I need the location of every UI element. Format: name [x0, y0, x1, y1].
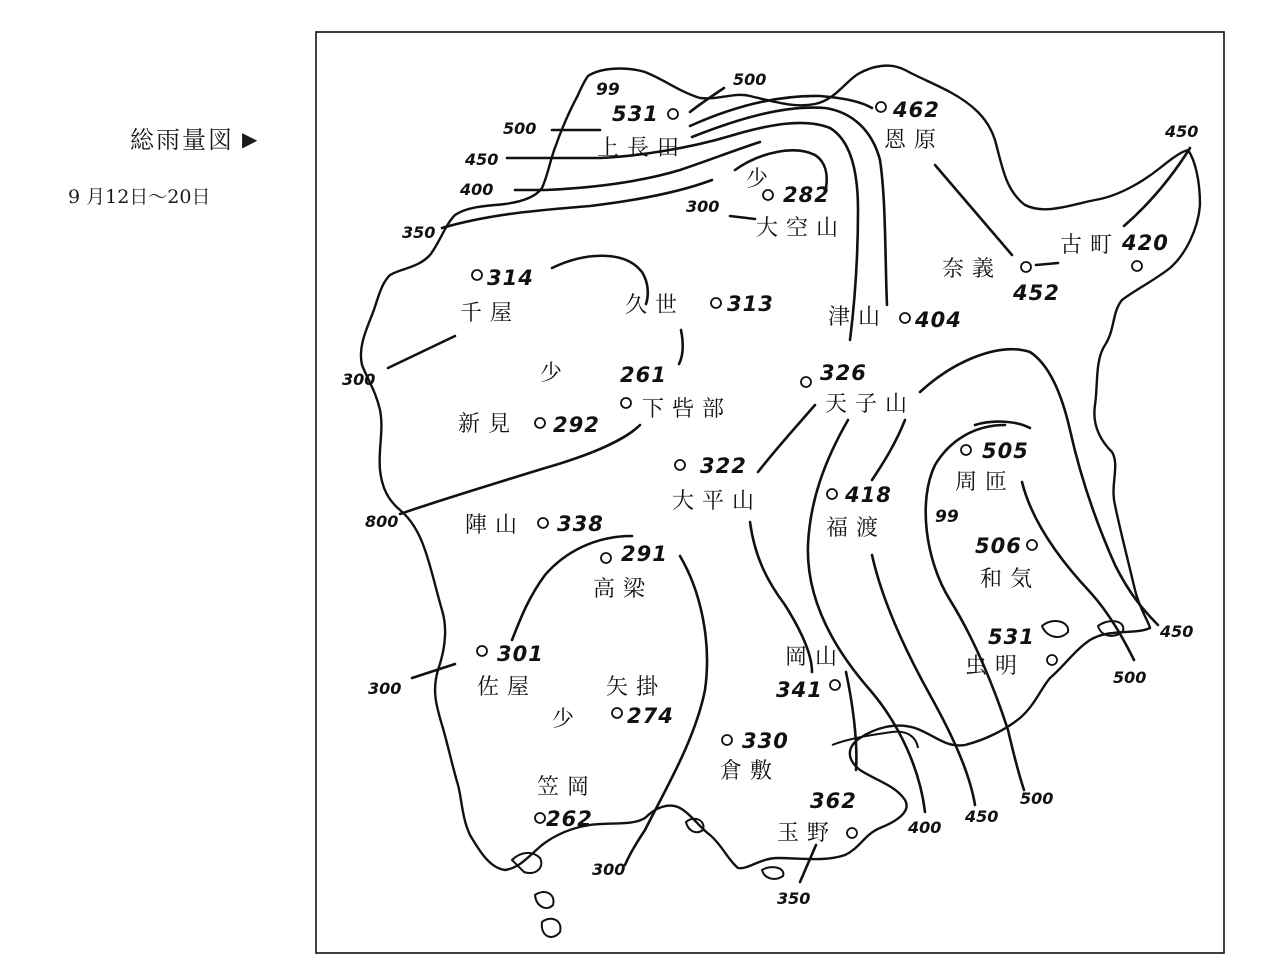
station-name-kaminagata: 上長田	[597, 136, 688, 161]
isohyet-line	[412, 664, 455, 678]
isohyet-label: 450	[965, 807, 999, 826]
isohyet-line	[690, 88, 724, 112]
station-name-jinyama: 陣山	[465, 513, 526, 538]
station-marker	[1021, 262, 1031, 272]
station-name-chiya: 千屋	[460, 301, 521, 326]
station-marker	[535, 418, 545, 428]
station-marker	[612, 708, 622, 718]
station-value-onbara: 462	[893, 98, 940, 122]
station-value-susai: 505	[982, 439, 1029, 463]
region-mark-low: 少	[552, 707, 575, 732]
station-marker	[847, 828, 857, 838]
isohyet-line	[872, 420, 905, 480]
station-value-ozorayama: 282	[783, 183, 830, 207]
station-name-furumachi: 古町	[1060, 233, 1121, 258]
station-value-yakage: 274	[627, 704, 674, 728]
island	[1042, 621, 1068, 637]
station-name-saya: 佐屋	[477, 675, 538, 700]
station-value-tamano: 362	[810, 789, 857, 813]
station-name-niimi: 新見	[458, 412, 519, 437]
station-marker	[961, 445, 971, 455]
station-value-chiya: 314	[487, 266, 534, 290]
right-triangle-icon: ▶	[242, 127, 260, 151]
isohyet-line	[1124, 148, 1190, 226]
station-name-ozorayama: 大空山	[756, 216, 847, 241]
station-name-kurashiki: 倉敷	[720, 759, 781, 784]
isohyet-line	[800, 845, 816, 882]
isohyet-line	[808, 420, 925, 812]
isohyet-label: 300	[342, 370, 376, 389]
station-name-tsuyama: 津山	[828, 305, 889, 330]
station-marker	[900, 313, 910, 323]
station-name-shimoazae: 下呰部	[642, 397, 733, 422]
isohyet-label: 500	[1113, 668, 1147, 687]
station-value-saya: 301	[497, 642, 544, 666]
isohyet-line	[872, 555, 975, 805]
isohyet-label: 500	[1020, 789, 1054, 808]
region-mark-high: 99	[935, 507, 959, 527]
isohyet-label: 800	[365, 512, 399, 531]
station-marker	[535, 813, 545, 823]
station-value-wake: 506	[975, 534, 1022, 558]
station-value-shimoazae: 261	[620, 363, 667, 387]
region-mark-high: 99	[596, 80, 620, 100]
station-marker	[827, 489, 837, 499]
isohyet-label: 300	[368, 679, 402, 698]
region-mark-low: 少	[540, 361, 563, 386]
isohyet-label: 450	[1165, 122, 1199, 141]
island	[542, 919, 561, 937]
station-name-fukuwatari: 福渡	[826, 516, 887, 541]
station-marker	[1047, 655, 1057, 665]
station-marker	[711, 298, 721, 308]
station-marker	[1027, 540, 1037, 550]
station-name-susai: 周匝	[955, 470, 1016, 495]
station-value-fukuwatari: 418	[845, 483, 892, 507]
station-marker	[668, 109, 678, 119]
station-marker	[722, 735, 732, 745]
isohyet-label: 350	[402, 223, 436, 242]
station-value-tsuyama: 404	[915, 308, 962, 332]
isohyet-label: 350	[777, 889, 811, 908]
station-name-tamano: 玉野	[777, 821, 838, 846]
station-name-kuse: 久世	[625, 293, 686, 318]
island	[535, 892, 554, 908]
station-marker	[1132, 261, 1142, 271]
station-marker	[675, 460, 685, 470]
station-marker	[601, 553, 611, 563]
isohyet-label: 300	[686, 197, 720, 216]
station-value-tenshisan: 326	[820, 361, 867, 385]
station-value-kuse: 313	[727, 292, 774, 316]
isohyet-label: 400	[460, 180, 494, 199]
period-label: 9 月12日～20日	[68, 186, 211, 208]
station-value-jinyama: 338	[557, 512, 604, 536]
isohyet-line	[1036, 263, 1058, 265]
isohyet-line	[730, 216, 755, 219]
isohyet-line	[388, 336, 455, 368]
station-marker	[538, 518, 548, 528]
station-value-mushiake: 531	[988, 625, 1035, 649]
isohyet-label: 300	[592, 860, 626, 879]
isohyet-line	[400, 425, 640, 514]
region-mark-low: 少	[746, 167, 769, 192]
station-marker	[830, 680, 840, 690]
map-title-text: 総雨量図	[130, 126, 234, 154]
station-value-kaminagata: 531	[612, 102, 659, 126]
island	[762, 867, 783, 879]
station-name-takahashi: 高梁	[593, 577, 654, 602]
station-marker	[472, 270, 482, 280]
station-value-furumachi: 420	[1122, 231, 1169, 255]
station-name-mushiake: 虫明	[965, 654, 1026, 679]
station-value-ohirayama: 322	[700, 454, 747, 478]
station-name-onbara: 恩原	[884, 128, 945, 153]
station-value-kurashiki: 330	[742, 729, 789, 753]
station-name-okayama: 岡山	[785, 645, 846, 670]
station-value-niimi: 292	[553, 413, 600, 437]
station-marker	[477, 646, 487, 656]
station-marker	[801, 377, 811, 387]
station-name-tenshisan: 天子山	[825, 392, 916, 417]
station-value-okayama: 341	[776, 678, 823, 702]
isohyet-line	[758, 405, 815, 472]
isohyet-label: 450	[465, 150, 499, 169]
isohyet-label: 400	[908, 818, 942, 837]
isohyet-line	[679, 330, 683, 364]
isohyet-label: 500	[503, 119, 537, 138]
station-name-yakage: 矢掛	[606, 675, 667, 700]
station-value-takahashi: 291	[621, 542, 668, 566]
station-name-wake: 和気	[980, 567, 1041, 592]
isohyet-line	[935, 165, 1012, 255]
station-name-nagi: 奈義	[942, 257, 1003, 282]
station-marker	[876, 102, 886, 112]
isohyet-line	[846, 672, 856, 770]
station-value-kasaoka: 262	[546, 807, 593, 831]
station-value-nagi: 452	[1013, 281, 1060, 305]
isohyet-label: 500	[733, 70, 767, 89]
station-marker	[621, 398, 631, 408]
station-name-ohirayama: 大平山	[672, 489, 763, 514]
isohyet-label: 450	[1160, 622, 1194, 641]
island	[512, 853, 541, 873]
station-name-kasaoka: 笠岡	[537, 775, 598, 800]
